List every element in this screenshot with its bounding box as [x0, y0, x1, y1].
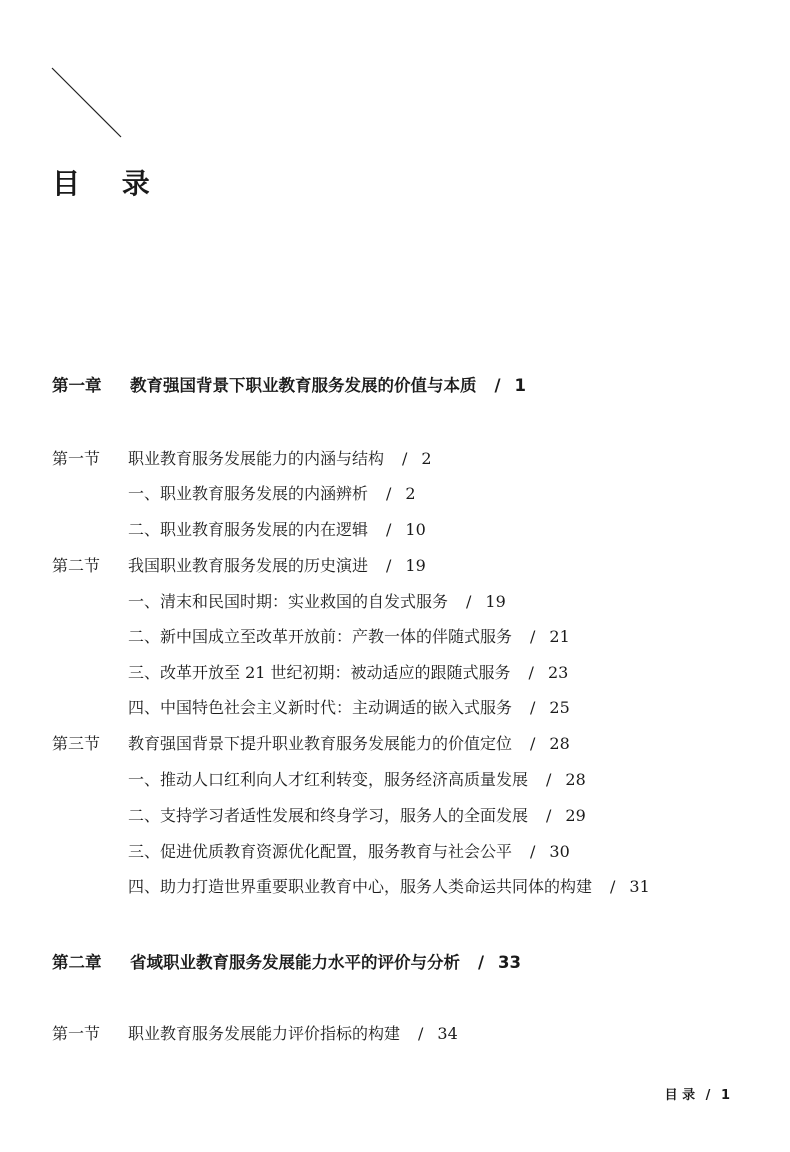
page-separator: / — [466, 592, 472, 611]
section-label: 第二节 — [52, 556, 101, 575]
page-footer — [665, 1084, 730, 1103]
page-number: 33 — [498, 953, 521, 972]
item-title: 二、支持学习者适性发展和终身学习，服务人的全面发展 — [128, 806, 529, 825]
page-separator: / — [530, 698, 536, 717]
chapter-title: 教育强国背景下职业教育服务发展的价值与本质 — [130, 376, 477, 395]
footer-label: 目 录 — [664, 1088, 696, 1103]
decorative-diagonal-line — [0, 0, 130, 140]
page-number: 30 — [549, 842, 570, 861]
page-separator: / — [402, 449, 408, 468]
page-number: 29 — [565, 806, 586, 825]
item-title: 四、中国特色社会主义新时代：主动调适的嵌入式服务 — [128, 698, 513, 717]
page-separator: / — [530, 734, 536, 753]
section-title: 职业教育服务发展能力评价指标的构建 — [128, 1024, 401, 1043]
page-number: 31 — [629, 877, 650, 896]
item-title: 一、推动人口红利向人才红利转变，服务经济高质量发展 — [128, 770, 529, 789]
toc-item — [128, 769, 586, 791]
item-title: 一、清末和民国时期：实业救国的自发式服务 — [128, 592, 449, 611]
section-label: 第一节 — [52, 1024, 101, 1043]
page-number: 1 — [514, 376, 527, 395]
page-separator: / — [610, 877, 616, 896]
toc-chapter-2 — [52, 952, 521, 974]
item-title: 三、改革开放至 21 世纪初期：被动适应的跟随式服务 — [128, 663, 511, 682]
toc-item — [128, 841, 570, 863]
page-number: 28 — [565, 770, 586, 789]
section-title: 职业教育服务发展能力的内涵与结构 — [128, 449, 385, 468]
page-number: 19 — [485, 592, 506, 611]
item-title: 二、职业教育服务发展的内在逻辑 — [128, 520, 369, 539]
toc-section-1-1 — [52, 448, 432, 470]
item-title: 三、促进优质教育资源优化配置，服务教育与社会公平 — [128, 842, 513, 861]
section-label: 第一节 — [52, 449, 101, 468]
page-separator: / — [546, 806, 552, 825]
toc-item — [128, 697, 570, 719]
page-separator: / — [386, 484, 392, 503]
page-separator: / — [386, 556, 392, 575]
toc-section-2-1 — [52, 1023, 458, 1045]
toc-item — [128, 876, 650, 898]
item-title: 四、助力打造世界重要职业教育中心，服务人类命运共同体的构建 — [128, 877, 593, 896]
item-title: 一、职业教育服务发展的内涵辨析 — [128, 484, 369, 503]
page-separator: / — [530, 627, 536, 646]
footer-page-number: 1 — [720, 1088, 730, 1103]
toc-item — [128, 662, 568, 684]
item-title: 二、新中国成立至改革开放前：产教一体的伴随式服务 — [128, 627, 513, 646]
page-number: 10 — [405, 520, 426, 539]
page-separator: / — [418, 1024, 424, 1043]
section-label: 第三节 — [52, 734, 101, 753]
toc-section-1-3 — [52, 733, 570, 755]
toc-item — [128, 519, 426, 541]
page-separator: / — [546, 770, 552, 789]
page-number: 19 — [405, 556, 426, 575]
page-number: 28 — [549, 734, 570, 753]
page-number: 25 — [549, 698, 570, 717]
page-separator: / — [494, 376, 501, 395]
page-title: 目 录 — [52, 167, 166, 200]
toc-section-1-2 — [52, 555, 426, 577]
page-separator: / — [478, 953, 485, 972]
page-number: 21 — [549, 627, 570, 646]
page-number: 2 — [421, 449, 432, 468]
chapter-label: 第二章 — [52, 953, 102, 972]
page-number: 2 — [405, 484, 416, 503]
toc-item — [128, 626, 570, 648]
toc-item — [128, 483, 416, 505]
page-number: 34 — [437, 1024, 458, 1043]
page-separator: / — [528, 663, 534, 682]
section-title: 我国职业教育服务发展的历史演进 — [128, 556, 369, 575]
chapter-title: 省域职业教育服务发展能力水平的评价与分析 — [130, 953, 460, 972]
toc-chapter-1 — [52, 375, 526, 397]
chapter-label: 第一章 — [52, 376, 102, 395]
page-separator: / — [530, 842, 536, 861]
section-title: 教育强国背景下提升职业教育服务发展能力的价值定位 — [128, 734, 513, 753]
footer-separator: / — [705, 1088, 711, 1103]
page-separator: / — [386, 520, 392, 539]
toc-item — [128, 591, 506, 613]
page-number: 23 — [547, 663, 569, 682]
toc-item — [128, 805, 586, 827]
